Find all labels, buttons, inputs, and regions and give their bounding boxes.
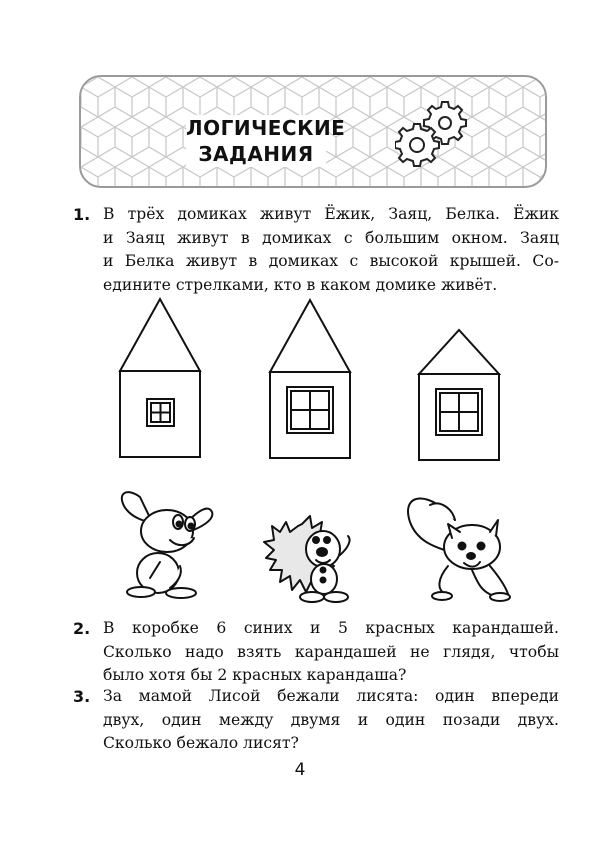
task-text-line: Сколько надо взять карандашей не глядя, чтобы	[103, 642, 559, 661]
task-text-line: и Заяц живут в домиках с большим окном. Заяц	[103, 228, 559, 247]
title-line-2: ЗАДАНИЯ	[198, 142, 314, 166]
task-text-line: Сколько бежало лисят?	[103, 734, 299, 752]
page-number: 4	[294, 760, 306, 780]
task-text-line: и Белка живут в домиках с высокой крышей. Со-	[103, 252, 559, 270]
task-text-line: В трёх домиках живут Ёжик, Заяц, Белка. Ёжик	[103, 205, 559, 223]
task-3	[73, 685, 559, 756]
task-text-line: За мамой Лисой бежали лисята: один впереди	[103, 687, 559, 705]
title-line-1: ЛОГИЧЕСКИЕ	[186, 116, 346, 140]
task-number: 2.	[73, 619, 91, 638]
task-2	[73, 617, 559, 688]
hedgehog-icon	[264, 516, 350, 602]
squirrel-icon	[408, 498, 510, 601]
task-text-line: было хотя бы 2 красных карандаша?	[103, 666, 407, 684]
task-text-line: В коробке 6 синих и 5 красных карандашей.	[103, 619, 559, 637]
task-text-line: едините стрелками, кто в каком домике живёт.	[103, 275, 498, 294]
task-text-line: двух, один между двумя и один позади двух.	[103, 710, 559, 729]
task-number: 1.	[73, 205, 91, 224]
rabbit-icon	[122, 492, 213, 598]
task-number: 3.	[73, 687, 91, 706]
